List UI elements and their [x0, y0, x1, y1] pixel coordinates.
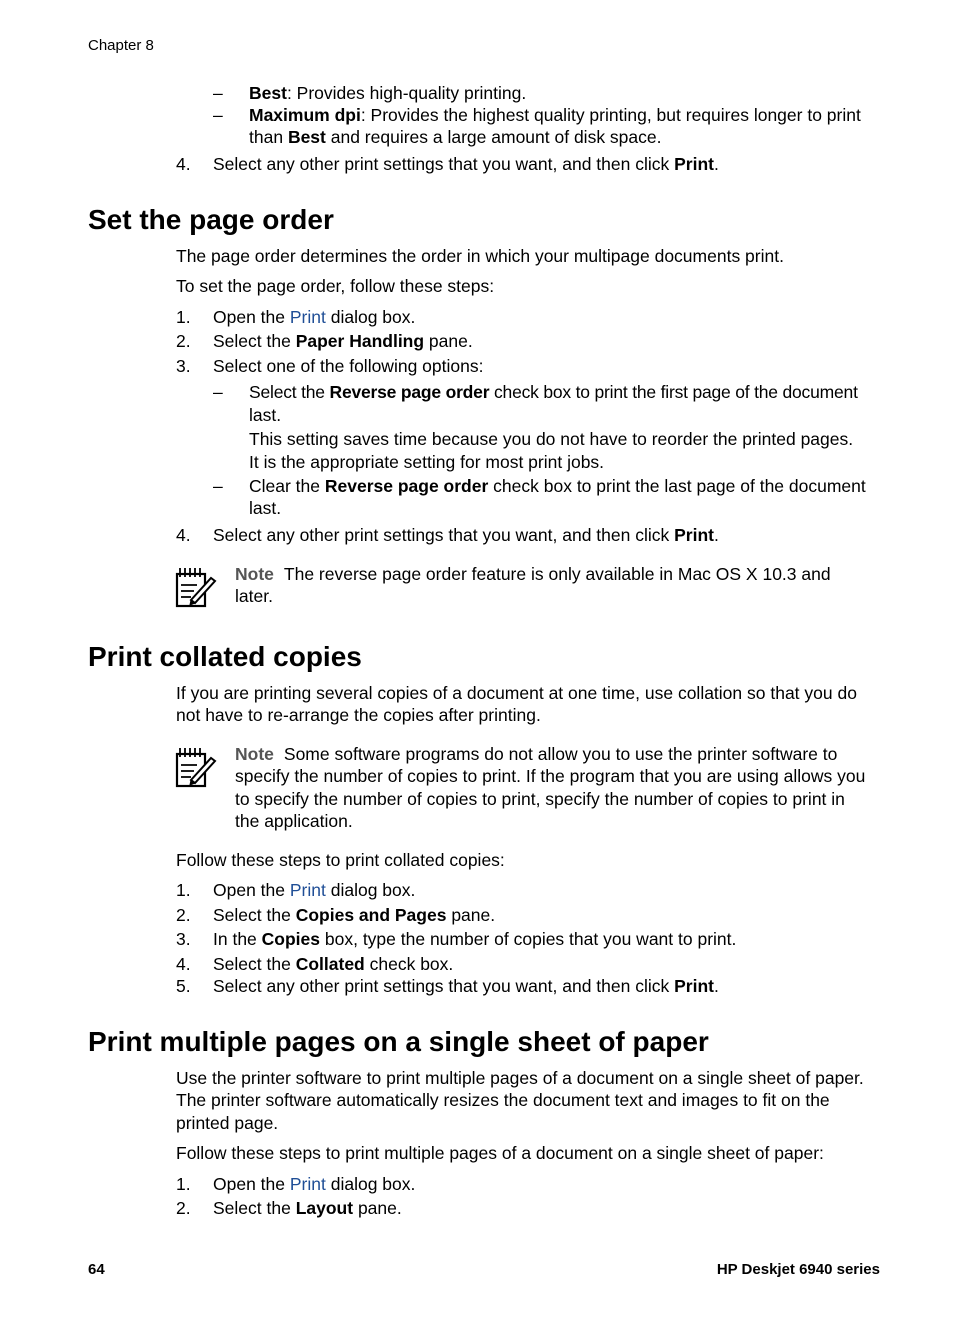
list-dash: –: [213, 382, 223, 402]
paragraph: The printer software automatically resizes the document text and images to fit on the: [176, 1090, 830, 1110]
note-pad-icon: [175, 566, 217, 608]
paragraph: If you are printing several copies of a document at one time, use collation so that you do: [176, 683, 857, 703]
step-text: Open the Print dialog box.: [213, 1174, 416, 1194]
paragraph: Follow these steps to print collated copies:: [176, 850, 505, 870]
list-dash: –: [213, 83, 223, 103]
product-name: HP Deskjet 6940 series: [716, 1261, 880, 1278]
step-number: 3.: [176, 929, 191, 949]
note-text: the application.: [235, 811, 353, 831]
paragraph: not have to re-arrange the copies after printing.: [176, 705, 541, 725]
option-reverse-clear: Clear the Reverse page order check box to print the last page of the document: [249, 476, 866, 496]
step-text: Open the Print dialog box.: [213, 880, 416, 900]
step-number: 1.: [176, 1174, 191, 1194]
list-dash: –: [213, 105, 223, 125]
print-link[interactable]: Print: [289, 880, 326, 900]
paragraph: The page order determines the order in which your multipage documents print.: [176, 246, 784, 266]
list-dash: –: [213, 476, 223, 496]
note-text: to specify the number of copies to print, specify the number of copies to print in: [235, 789, 845, 809]
step-number: 1.: [176, 307, 191, 327]
print-link[interactable]: Print: [289, 307, 326, 327]
paragraph: printed page.: [176, 1113, 279, 1133]
option-best: Best: Provides high-quality printing.: [249, 83, 527, 103]
step-text: Select any other print settings that you want, and then click Print.: [213, 154, 719, 174]
option-maxdpi-line2: than Best and requires a large amount of disk space.: [249, 127, 662, 147]
note-text: Note The reverse page order feature is only available in Mac OS X 10.3 and: [235, 564, 831, 584]
note-pad-icon: [175, 746, 217, 788]
step-number: 2.: [176, 1198, 191, 1218]
section-heading-page-order: Set the page order: [88, 204, 334, 235]
step-text: Open the Print dialog box.: [213, 307, 416, 327]
step-text: In the Copies box, type the number of copies that you want to print.: [213, 929, 737, 949]
step-text: Select any other print settings that you want, and then click Print.: [213, 976, 719, 996]
step-number: 4.: [176, 525, 191, 545]
paragraph: Use the printer software to print multiple pages of a document on a single sheet of paper.: [176, 1068, 864, 1088]
option-text: This setting saves time because you do not have to reorder the printed pages.: [249, 429, 854, 449]
step-number: 2.: [176, 905, 191, 925]
note-text: later.: [235, 586, 273, 606]
step-number: 5.: [176, 976, 191, 996]
option-reverse-select: Select the Reverse page order check box to print the first page of the document: [249, 382, 858, 402]
page-number: 64: [88, 1261, 105, 1278]
section-heading-collated: Print collated copies: [88, 641, 362, 672]
chapter-header: Chapter 8: [88, 37, 154, 54]
step-text: Select any other print settings that you want, and then click Print.: [213, 525, 719, 545]
option-text: last.: [249, 405, 282, 425]
note-text: specify the number of copies to print. If the program that you are using allows you: [235, 766, 866, 786]
step-number: 4.: [176, 954, 191, 974]
step-text: Select the Paper Handling pane.: [213, 331, 473, 351]
option-maxdpi: Maximum dpi: Provides the highest quality printing, but requires longer to print: [249, 105, 861, 125]
option-text: last.: [249, 498, 282, 518]
section-heading-multiple-pages: Print multiple pages on a single sheet of paper: [88, 1026, 709, 1057]
note-label: Note: [235, 564, 274, 584]
paragraph: To set the page order, follow these steps:: [176, 276, 495, 296]
step-text: Select the Collated check box.: [213, 954, 454, 974]
step-number: 3.: [176, 356, 191, 376]
note-text: Note Some software programs do not allow you to use the printer software to: [235, 744, 838, 764]
step-text: Select the Layout pane.: [213, 1198, 402, 1218]
print-link[interactable]: Print: [289, 1174, 326, 1194]
step-text: Select one of the following options:: [213, 356, 484, 376]
step-number: 1.: [176, 880, 191, 900]
step-text: Select the Copies and Pages pane.: [213, 905, 496, 925]
option-text: It is the appropriate setting for most print jobs.: [249, 452, 605, 472]
paragraph: Follow these steps to print multiple pages of a document on a single sheet of paper:: [176, 1143, 824, 1163]
note-label: Note: [235, 744, 274, 764]
step-number: 4.: [176, 154, 191, 174]
step-number: 2.: [176, 331, 191, 351]
